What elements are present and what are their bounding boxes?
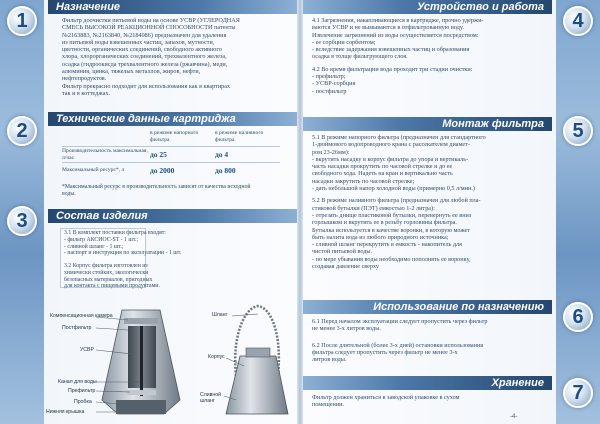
text-line: - вкрутить насадку в корпус фильтра до упора и вертикаль- <box>312 155 469 163</box>
text-line: 5.2 В режиме наливного фильтра (предназначен для любой пла- <box>312 197 481 205</box>
label-prefilter: Префильтр <box>68 388 96 394</box>
section-badge-5: 5 <box>563 116 593 146</box>
text-line: - ее сорбции сорбентом; <box>312 38 376 46</box>
section-title-operation: Устройство и работа <box>300 0 552 14</box>
text-line: - отрезать днище пластиковой бутылки, перевернуть ее вниз <box>312 211 472 219</box>
text-line: 4.2 Во время фильтрации вода проходит три стадии очистки: <box>312 65 473 73</box>
filter-diagram <box>0 296 300 424</box>
material-text <box>64 263 160 290</box>
text-line: - вследствие задержания взвешенных частиц и образования <box>312 46 470 54</box>
specs-col-gravity: в режиме наливного фильтра <box>215 130 264 143</box>
label-hose: Шланг <box>212 312 228 318</box>
specs-table <box>62 130 280 178</box>
section-badge-7: 7 <box>563 378 593 408</box>
label-chamber: Компенсационная камера <box>50 313 113 319</box>
text-line: №2163883, №2163840, №2184086) предназначен для удаления <box>62 31 227 39</box>
text-line: быть налита вода из любого природного источника; <box>312 233 449 241</box>
label-channel: Канал для воды <box>58 379 97 385</box>
text-line: Бутылка используется в качестве воронки, в которую может <box>312 226 470 234</box>
text-line: так и в коттеджах. <box>62 89 110 97</box>
row-value: до 2000 <box>150 166 175 175</box>
row-value: до 4 <box>215 150 229 159</box>
specs-footnote: *Максимальный ресурс в производительность зависят от качества исходной воды. <box>62 184 251 197</box>
filter-cutaway <box>102 310 180 414</box>
text-line: Фильтр прекрасно подходит для использования как в квартирах <box>62 82 231 90</box>
row-value: до 800 <box>215 166 236 175</box>
text-line: 3.1 В комплект поставки фильтра входят: <box>64 230 166 236</box>
text-line: - УСВР-сорбция <box>312 80 356 88</box>
text-line: 6.1 Перед началом эксплуатации следует пропустить через фильтр <box>312 318 488 325</box>
section-operation-text <box>312 17 484 95</box>
text-line: - по мере убывания воды необходимо пополнять ее воронку, <box>312 255 471 263</box>
text-line: создавая давление сверху <box>312 263 379 271</box>
text-line: литров воды. <box>312 356 347 364</box>
label-drain: Сливной шланг <box>200 392 222 404</box>
section-storage-text <box>312 394 460 409</box>
text-line: не менее 3-х литров воды. <box>312 325 381 333</box>
specs-table-header <box>62 130 280 146</box>
row-value: до 25 <box>150 150 167 159</box>
section-title-composition: Состав изделия <box>48 209 300 223</box>
text-line: химически стойких, экологически <box>64 269 149 276</box>
text-line: 3.2 Корпус фильтра изготовлен из <box>64 263 148 269</box>
section-purpose-text <box>62 17 240 97</box>
text-line: ром 23-26мм): <box>312 148 350 156</box>
section-title-storage: Хранение <box>300 376 552 390</box>
section-usage-text <box>312 318 487 363</box>
text-line: чистой питьевой воды. <box>312 248 373 256</box>
text-line <box>312 333 487 342</box>
specs-col-pressure: в режиме напорного фильтра <box>150 130 199 143</box>
text-line: хлора, хлорорганических соединений, трехвалентного железа, <box>62 53 227 61</box>
text-line: Фильтр доочистки питьевой воды на основе УСВР (УГЛЕРОДНАЯ <box>62 17 240 24</box>
text-line: безопасных материалов, пригодных <box>64 276 153 283</box>
right-page <box>300 0 600 424</box>
text-line: ваются УСВР и не вымываются в отфильтрованную воду. <box>312 24 464 32</box>
text-line: часть насадки прокрутить по часовой стрелке и до ее <box>312 163 453 171</box>
page-number: -4- <box>510 414 518 420</box>
text-line: 4.1 Загрязнения, накапливающиеся в картридже, прочно удержи- <box>312 17 484 24</box>
text-line: Извлечение загрязнений из воды осуществляется посредством: <box>312 31 479 39</box>
section-badge-2: 2 <box>7 116 37 146</box>
text-line: для контакта с пищевыми продуктами. <box>64 283 160 290</box>
section-badge-1: 1 <box>7 6 37 36</box>
text-line: осадка (гидроокисда трехвалентного железа (ржавчина), меди, <box>62 60 228 68</box>
text-line: горлышком и вкрутить ее в резьбу горловины фильтра. <box>312 219 457 227</box>
section-title-specs: Технические данные картриджа <box>48 112 300 126</box>
text-line: нефтепродуктов. <box>62 75 107 83</box>
section-title-installation: Монтаж фильтра <box>300 117 552 131</box>
row-label: Максимальный ресурс*, л <box>62 167 125 174</box>
text-line: Фильтр должен храниться в заводской упаковке в сухом <box>312 394 460 401</box>
text-line: насадки закрутить по часовой стрелке; <box>312 177 415 185</box>
text-line: осадка в толще фильтрующего слоя. <box>312 53 408 61</box>
table-row <box>62 146 280 162</box>
text-line: - постфильтр <box>312 87 347 95</box>
text-line: фильтра следует пропустить через фильтр не менее 3-х <box>312 348 458 356</box>
text-line: стиковой бутылки (ПЭТ) емкостью 1-2 литра): <box>312 204 435 212</box>
right-sidebar-stripe <box>556 0 600 424</box>
section-badge-6: 6 <box>563 302 593 332</box>
label-bottom: Нижняя крышка <box>46 409 85 415</box>
text-line: помещении. <box>312 401 344 409</box>
text-line: 1-дюймового водопроводного крана с рассекателем диамет- <box>312 141 470 149</box>
row-label: Производительность максимальная, л/час <box>62 147 148 161</box>
text-line: из питьевой воды взвешенных частиц, запахов, мутности, <box>62 38 215 46</box>
page-fold <box>297 0 303 424</box>
text-line: СМЕСЬ ВЫСОКОЙ РЕАКЦИОННОЙ СПОСОБНОСТИ патенты <box>62 24 236 32</box>
text-line: - фильтр АКСИОС-ST - 1 шт.; <box>64 236 138 243</box>
section-title-purpose: Назначение <box>48 0 300 14</box>
label-usvr: УСВР <box>80 347 94 353</box>
section-badge-4: 4 <box>563 6 593 36</box>
section-title-usage: Использование по назначению <box>300 300 552 314</box>
text-line: 5.1 В режиме напорного фильтра (предназначен для стандартного <box>312 134 486 141</box>
text-line: 6.2 После длительной (более 3-х дней) остановки использования <box>312 341 484 349</box>
text-line: свободного хода. Надеть на кран и вертикально часть <box>312 170 453 178</box>
text-line: цветности, органических соединений, свободного активного <box>62 46 222 54</box>
text-line: алюминия, цинка, тяжелых металлов, жиров, нефти, <box>62 68 201 76</box>
label-cap: Пробка <box>74 399 92 405</box>
text-line: - сливной шланг - 1 шт.; <box>64 243 124 250</box>
text-line: - префильтр; <box>312 73 346 81</box>
kit-text <box>64 230 181 257</box>
label-postfilter: Постфильтр <box>62 325 92 331</box>
section-installation-text <box>312 134 486 270</box>
text-line: - сливной шланг перекрутить в емкость - накопитель для <box>312 241 462 249</box>
text-line: - дать небольшой напор холодной воды (примерно 0,5 л/мин.) <box>312 185 475 193</box>
text-line: - паспорт и инструкция по эксплуатации - 1 шт. <box>64 250 182 257</box>
table-row <box>62 162 280 178</box>
section-badge-3: 3 <box>7 206 37 236</box>
label-body: Корпус <box>208 354 225 360</box>
